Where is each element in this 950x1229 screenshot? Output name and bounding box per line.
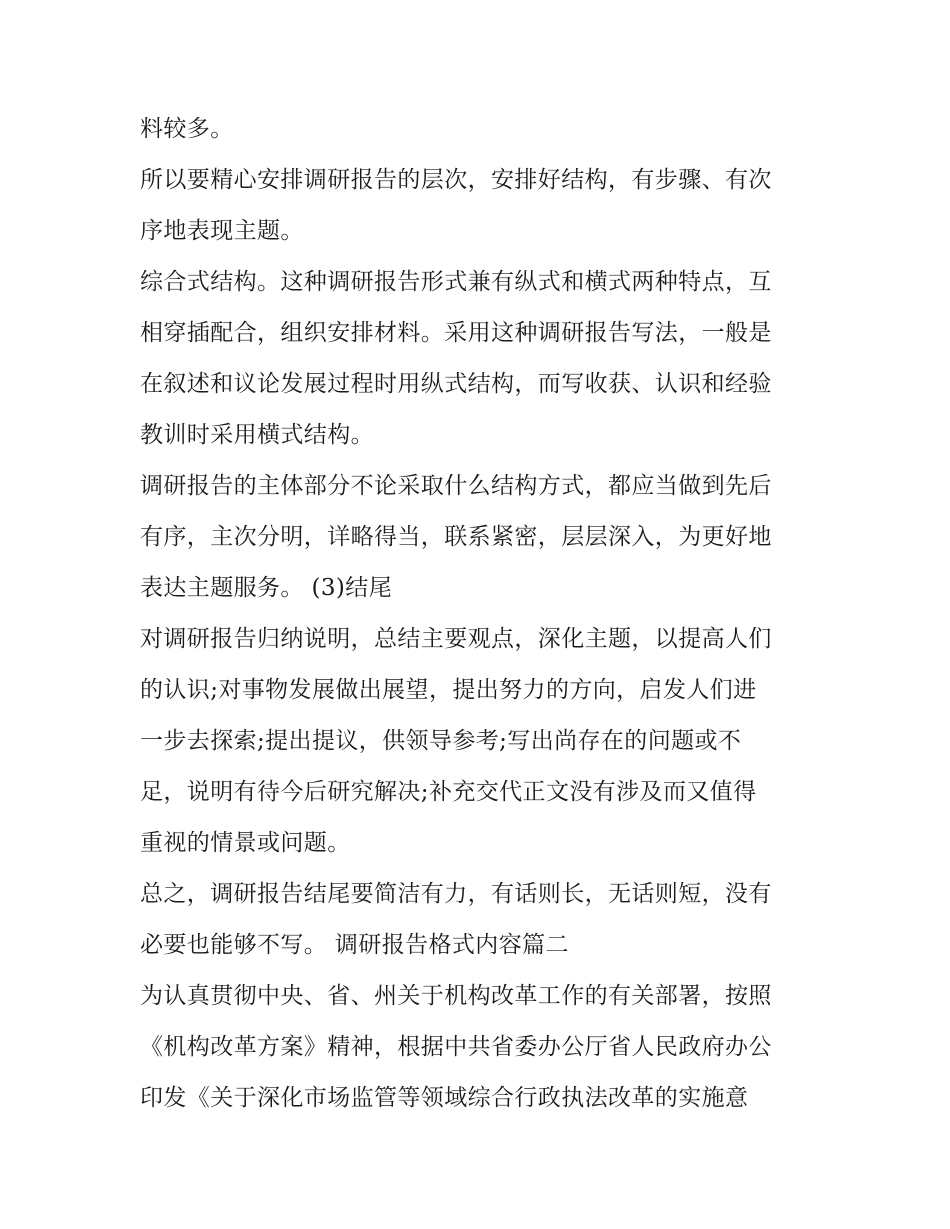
text-line: 的认识;对事物发展做出展望，提出努力的方向，启发人们进 [140, 677, 757, 703]
text-line: 一步去探索;提出提议，供领导参考;写出尚存在的问题或不 [140, 728, 742, 754]
text-line: 必要也能够不写。 调研报告格式内容篇二 [140, 932, 569, 958]
text-line: 为认真贯彻中央、省、州关于机构改革工作的有关部署，按照 [140, 983, 772, 1009]
text-line: 总之，调研报告结尾要简洁有力，有话则长，无话则短，没有 [140, 881, 772, 907]
text-line: 料较多。 [140, 116, 234, 142]
text-line: 在叙述和议论发展过程时用纵式结构，而写收获、认识和经验 [140, 371, 772, 397]
text-line: 有序，主次分明，详略得当，联系紧密，层层深入，为更好地 [140, 524, 772, 550]
text-line: 表达主题服务。 (3)结尾 [140, 575, 393, 601]
text-line: 重视的情景或问题。 [140, 830, 351, 856]
document-body [140, 104, 830, 1124]
text-line: 对调研报告归纳说明，总结主要观点，深化主题，以提高人们 [140, 626, 772, 652]
text-line: 相穿插配合，组织安排材料。采用这种调研报告写法，一般是 [140, 320, 772, 346]
text-line: 足，说明有待今后研究解决;补充交代正文没有涉及而又值得 [140, 779, 757, 805]
text-line: 印发《关于深化市场监管等领域综合行政执法改革的实施意 [140, 1085, 749, 1111]
text-line: 调研报告的主体部分不论采取什么结构方式，都应当做到先后 [140, 473, 772, 499]
text-line: 综合式结构。这种调研报告形式兼有纵式和横式两种特点，互 [140, 269, 772, 295]
text-line: 《机构改革方案》精神，根据中共省委办公厅省人民政府办公 [140, 1034, 772, 1060]
text-line: 教训时采用横式结构。 [140, 422, 374, 448]
text-line: 所以要精心安排调研报告的层次，安排好结构，有步骤、有次 [140, 167, 772, 193]
text-line: 序地表现主题。 [140, 218, 304, 244]
